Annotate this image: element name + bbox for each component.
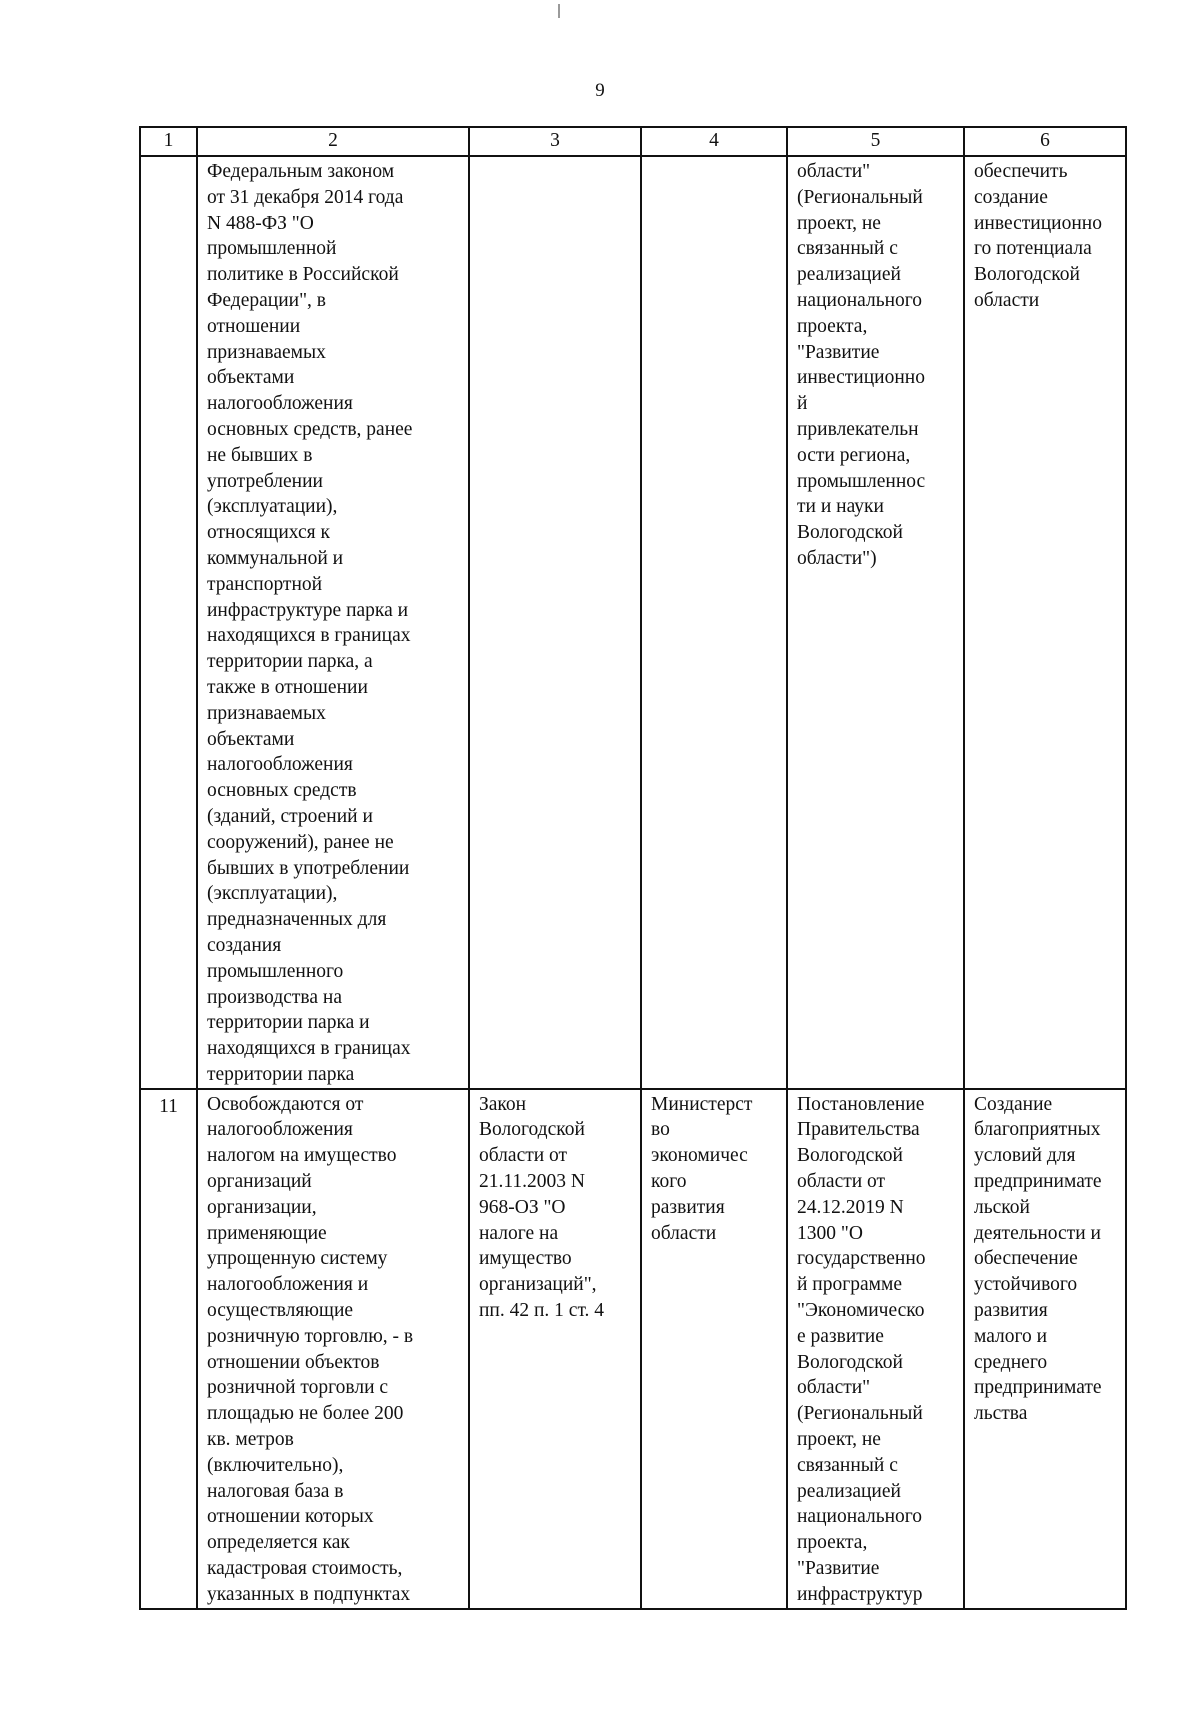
benefit-description-cell: Федеральным законом от 31 декабря 2014 года N 488-ФЗ "О промышленной политике в Российской Федерации", в отношении признаваемых объектами налогообложения основных средств, ранее не бывших в употреблении (эксплуатации), относящихся к коммунальной и транспортной инфраструктуре парка и находящихся в границах территории парка, а также в отношении признаваемых объектами налогообложения основных средств (зданий, строений и сооружений), ранее не бывших в употреблении (эксплуатации), предназначенных для создания промышленного производства на территории парка и находящихся в границах территории парка <box>197 156 469 1089</box>
benefits-table <box>139 126 1127 1610</box>
table-header-row <box>140 127 1126 156</box>
column-header: 5 <box>787 127 964 156</box>
column-header: 4 <box>641 127 787 156</box>
legal-basis-cell <box>469 156 641 1089</box>
benefit-description-cell: Освобождаются от налогообложения налогом на имущество организаций организации, применяющие упрощенную систему налогообложения и осуществляющие розничную торговлю, - в отношении объектов розничной торговли с площадью не более 200 кв. метров (включительно), налоговая база в отношении которых определяется как кадастровая стоимость, указанных в подпунктах <box>197 1089 469 1609</box>
table-row <box>140 156 1126 1089</box>
row-number-cell: 11 <box>140 1089 197 1609</box>
legal-basis-cell: Закон Вологодской области от 21.11.2003 N 968-ОЗ "О налоге на имущество организаций", пп. 42 п. 1 ст. 4 <box>469 1089 641 1609</box>
program-cell: области" (Региональный проект, не связанный с реализацией национального проекта, "Развитие инвестиционно й привлекательн ости региона, промышленнос ти и науки Вологодской области") <box>787 156 964 1089</box>
scan-mark <box>558 4 560 18</box>
program-cell: Постановление Правительства Вологодской области от 24.12.2019 N 1300 "О государственно й программе "Экономическо е развитие Вологодской области" (Региональный проект, не связанный с реализацией национального проекта, "Развитие инфраструктур <box>787 1089 964 1609</box>
column-header: 1 <box>140 127 197 156</box>
column-header: 6 <box>964 127 1126 156</box>
goal-cell: Создание благоприятных условий для предпринимате льской деятельности и обеспечение устойчивого развития малого и среднего предпринимате льства <box>964 1089 1126 1609</box>
column-header: 3 <box>469 127 641 156</box>
row-number-cell <box>140 156 197 1089</box>
table-row <box>140 1089 1126 1609</box>
goal-cell: обеспечить создание инвестиционно го потенциала Вологодской области <box>964 156 1126 1089</box>
curator-cell: Министерст во экономичес кого развития области <box>641 1089 787 1609</box>
curator-cell <box>641 156 787 1089</box>
page-number: 9 <box>595 80 605 101</box>
column-header: 2 <box>197 127 469 156</box>
